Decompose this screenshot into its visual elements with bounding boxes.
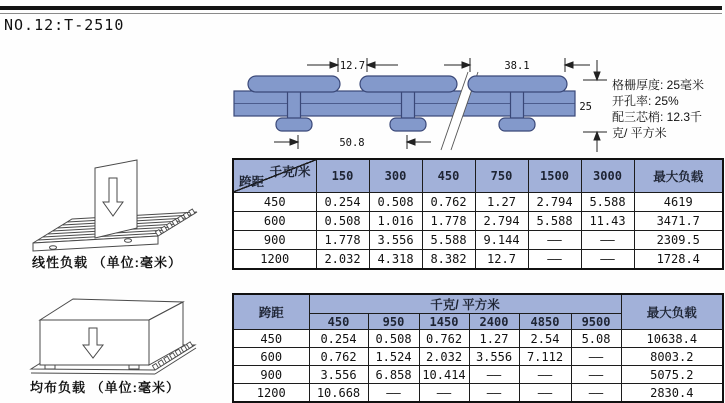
load-value-cell: 0.508	[316, 211, 369, 230]
dim-flange-width-label: 38.1	[504, 60, 530, 72]
table-row	[233, 348, 723, 366]
load-value-cell: 1.778	[422, 211, 475, 230]
max-load-header: 最大负载	[634, 159, 723, 192]
load-value-cell: 5.08	[571, 330, 621, 348]
load-value-cell: ——	[469, 384, 519, 403]
column-header: 750	[475, 159, 528, 192]
load-value-cell: 10.668	[309, 384, 368, 403]
max-load-cell: 5075.2	[621, 366, 723, 384]
span-cell: 900	[233, 366, 309, 384]
load-value-cell: 5.588	[528, 211, 581, 230]
load-value-cell: ——	[469, 366, 519, 384]
page-title: NO.12:T-2510	[4, 16, 125, 34]
load-value-cell: 0.762	[309, 348, 368, 366]
column-header: 450	[309, 314, 368, 330]
load-value-cell: 1.27	[469, 330, 519, 348]
grating-cross-section-diagram	[230, 52, 612, 154]
max-load-cell: 4619	[634, 192, 723, 211]
load-value-cell: ——	[581, 230, 634, 249]
load-value-cell: ——	[528, 249, 581, 269]
load-value-cell: 10.414	[419, 366, 469, 384]
table-row	[233, 211, 723, 230]
grating-profile	[234, 90, 575, 131]
load-value-cell: 2.54	[519, 330, 571, 348]
max-load-cell: 2830.4	[621, 384, 723, 403]
load-value-cell: 2.794	[528, 192, 581, 211]
spec-text-block	[612, 77, 724, 141]
header-row	[233, 294, 723, 314]
span-cell: 600	[233, 348, 309, 366]
load-value-cell: 0.762	[419, 330, 469, 348]
max-load-header: 最大负载	[621, 294, 723, 330]
column-header: 1500	[528, 159, 581, 192]
load-value-cell: ——	[581, 249, 634, 269]
max-load-cell: 8003.2	[621, 348, 723, 366]
load-value-cell: 0.254	[316, 192, 369, 211]
load-value-cell: 7.112	[519, 348, 571, 366]
grating-flanges	[248, 76, 567, 92]
span-cell: 1200	[233, 384, 309, 403]
load-value-cell: 1.524	[368, 348, 419, 366]
load-value-cell: 5.588	[422, 230, 475, 249]
table-row	[233, 192, 723, 211]
span-label: 跨距	[239, 174, 265, 189]
load-value-cell: ——	[528, 230, 581, 249]
dim-top-gap-label: 12.7	[339, 60, 366, 72]
column-header: 4850	[519, 314, 571, 330]
header-row	[233, 159, 723, 192]
column-header: 3000	[581, 159, 634, 192]
load-value-cell: ——	[571, 384, 621, 403]
linear-load-diagram	[25, 158, 210, 258]
load-value-cell: ——	[519, 384, 571, 403]
unit-label: 千克/ 平方米	[309, 294, 621, 314]
column-header: 150	[316, 159, 369, 192]
top-rule-thick	[0, 6, 722, 10]
span-cell: 450	[233, 192, 316, 211]
span-cell: 1200	[233, 249, 316, 269]
load-value-cell: 8.382	[422, 249, 475, 269]
load-value-cell: 0.508	[368, 330, 419, 348]
span-cell: 900	[233, 230, 316, 249]
table-row	[233, 330, 723, 348]
max-load-cell: 3471.7	[634, 211, 723, 230]
load-value-cell: 3.556	[369, 230, 422, 249]
unit-label: 千克/米	[269, 165, 311, 179]
span-cell: 600	[233, 211, 316, 230]
table-row	[233, 366, 723, 384]
load-value-cell: 2.794	[475, 211, 528, 230]
uniform-load-caption: 均布负载 （单位:毫米）	[30, 380, 180, 395]
load-value-cell: 6.858	[368, 366, 419, 384]
load-value-cell: ——	[519, 366, 571, 384]
table-row	[233, 230, 723, 249]
load-value-cell: 2.032	[316, 249, 369, 269]
load-value-cell: 0.762	[422, 192, 475, 211]
column-header: 2400	[469, 314, 519, 330]
linear-load-caption: 线性负载 （单位:毫米）	[32, 255, 182, 270]
load-value-cell: 3.556	[309, 366, 368, 384]
span-label: 跨距	[233, 294, 309, 330]
spec-line: 克/ 平方米	[612, 126, 667, 140]
uniform-load-table	[232, 293, 724, 403]
dim-pitch-label: 50.8	[339, 137, 365, 149]
dim-thickness-label: 25	[579, 101, 592, 113]
load-box	[40, 299, 183, 369]
load-value-cell: 1.778	[316, 230, 369, 249]
linear-load-table	[232, 158, 724, 270]
load-value-cell: 11.43	[581, 211, 634, 230]
top-rule-thin	[0, 13, 722, 14]
load-value-cell: 3.556	[469, 348, 519, 366]
column-header: 1450	[419, 314, 469, 330]
diagonal-header-cell	[233, 159, 316, 192]
column-header: 9500	[571, 314, 621, 330]
load-value-cell: 5.588	[581, 192, 634, 211]
uniform-load-diagram	[25, 283, 215, 388]
spec-line: 开孔率: 25%	[612, 94, 679, 108]
load-value-cell: 9.144	[475, 230, 528, 249]
load-value-cell: 4.318	[369, 249, 422, 269]
load-value-cell: 1.27	[475, 192, 528, 211]
load-value-cell: 0.254	[309, 330, 368, 348]
load-value-cell: ——	[368, 384, 419, 403]
table-row	[233, 384, 723, 403]
table-row	[233, 249, 723, 269]
load-value-cell: ——	[419, 384, 469, 403]
span-cell: 450	[233, 330, 309, 348]
load-value-cell: 12.7	[475, 249, 528, 269]
load-value-cell: ——	[571, 366, 621, 384]
load-value-cell: 1.016	[369, 211, 422, 230]
column-header: 300	[369, 159, 422, 192]
column-header: 450	[422, 159, 475, 192]
max-load-cell: 10638.4	[621, 330, 723, 348]
spec-line: 配三芯梢: 12.3千	[612, 110, 703, 124]
max-load-cell: 1728.4	[634, 249, 723, 269]
max-load-cell: 2309.5	[634, 230, 723, 249]
load-value-cell: 2.032	[419, 348, 469, 366]
spec-line: 格栅厚度: 25毫米	[612, 78, 705, 92]
load-value-cell: ——	[571, 348, 621, 366]
load-value-cell: 0.508	[369, 192, 422, 211]
column-header: 950	[368, 314, 419, 330]
